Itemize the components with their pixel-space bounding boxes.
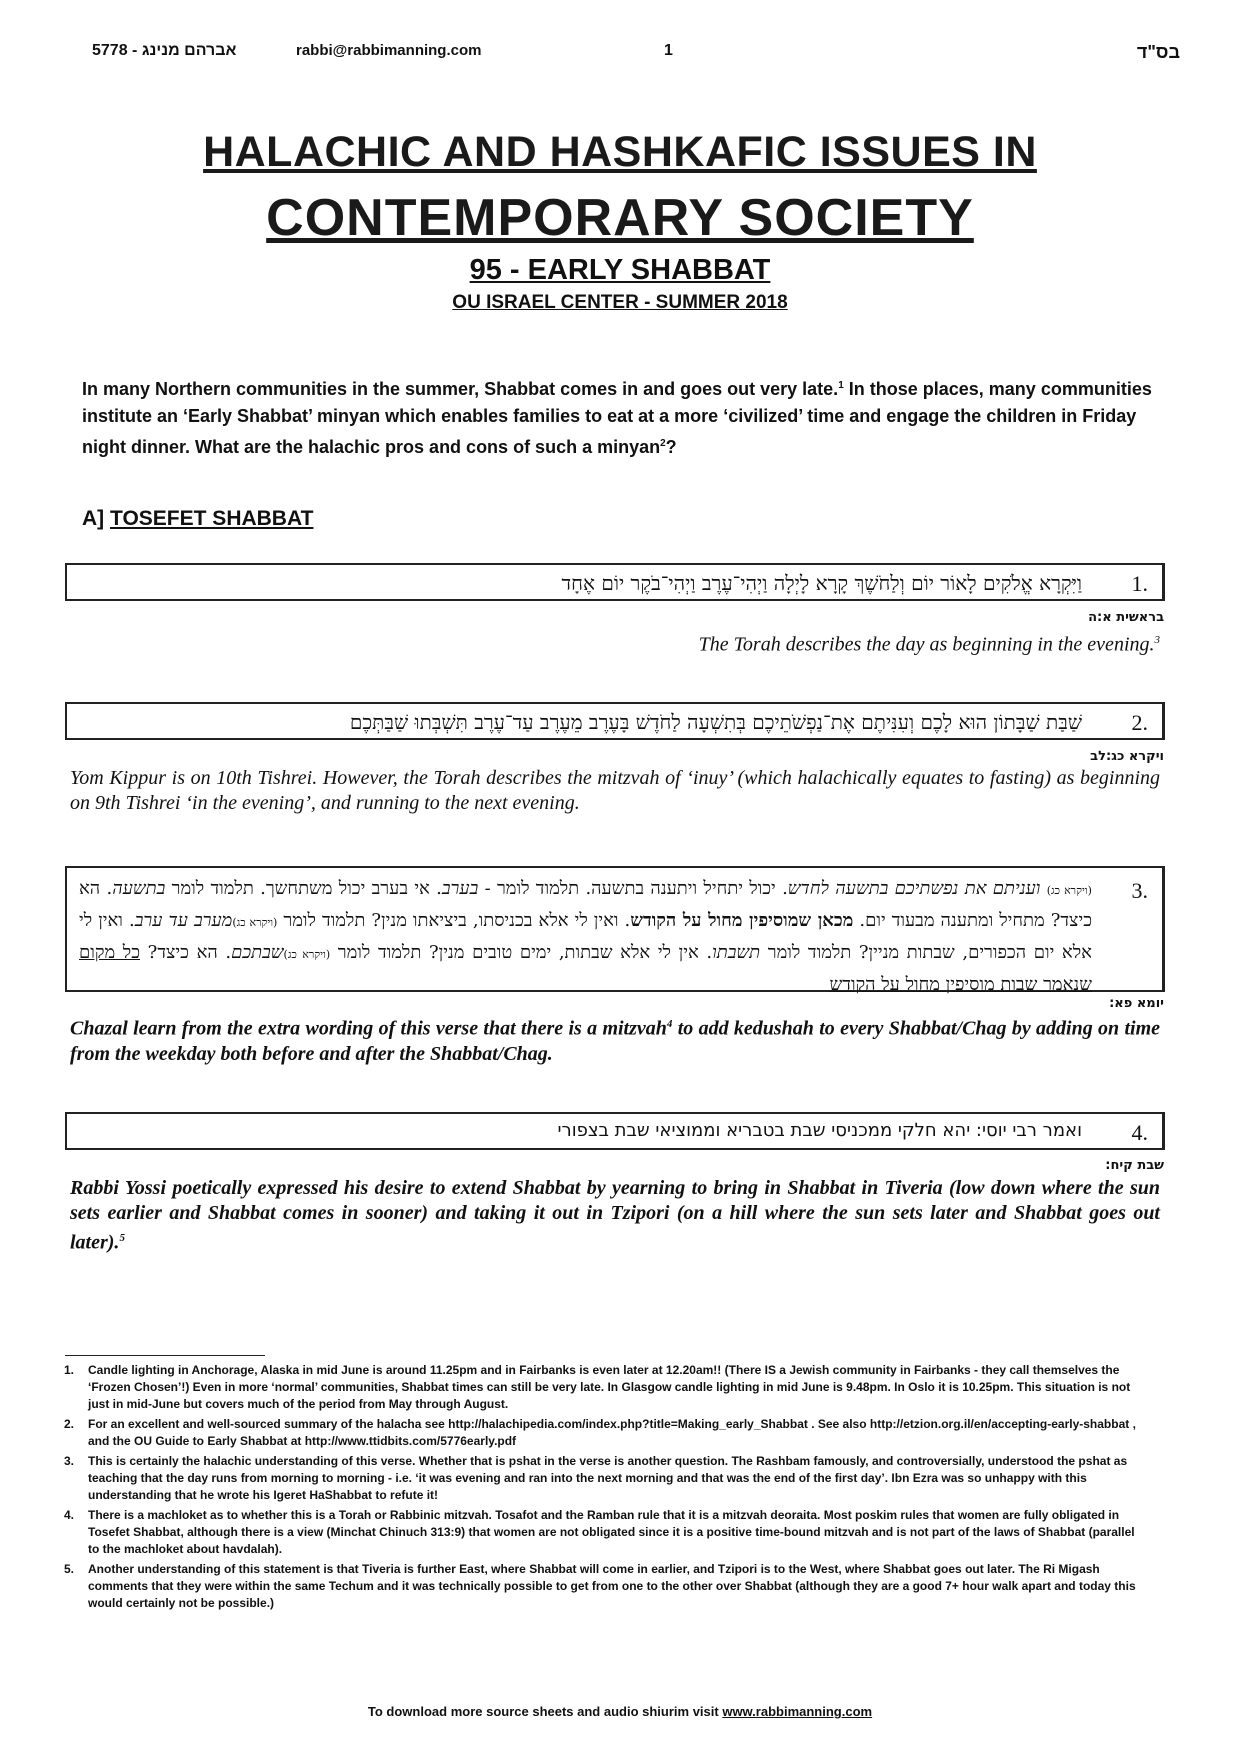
section-a-heading: [82, 507, 313, 531]
footer-website-link[interactable]: www.rabbimanning.com: [722, 1704, 873, 1719]
source-3-text-2: . אי בערב יכול משתחשך. תלמוד לומר: [165, 878, 442, 899]
footnote-3-number: 3.: [64, 1454, 75, 1468]
source-4-fn: 5: [119, 1232, 125, 1244]
footnote-2-text[interactable]: For an excellent and well-sourced summary of the halacha see http://halachipedia.com/index.php?title=Making_early_Shabbat . See also http://etzion.org.il/en/accepting-early-shabbat , and the OU Guide to Early Shabbat at http://www.ttidbits.com/5776early.pdf: [88, 1417, 1136, 1448]
source-3-ref-3: (ויקרא כג): [283, 948, 331, 961]
title-line-4: OU ISRAEL CENTER - SUMMER 2018: [452, 292, 788, 313]
intro-paragraph: [82, 372, 1172, 461]
intro-text-2: In those places, many communities institute an ‘Early Shabbat’ minyan which enables families to eat at a more ‘civilized’ time and engage the children in Friday night dinner. What are the halachic pros and cons of such a minyan: [82, 379, 1152, 457]
footnote-3: [64, 1453, 1144, 1504]
source-1-hebrew: וַיִּקְרָא אֱלֹקִים לָאוֹר יוֹם וְלַחֹשֶׁךְ קָרָא לָיְלָה וַיְהִי־עֶרֶב וַיְהִי־בֹקֶר יוֹם אֶחָד: [561, 571, 1082, 595]
source-3-quote-3: בתשעה: [112, 878, 166, 899]
source-3-quote-1: ועניתם את נפשתיכם בתשעה לחדש: [787, 878, 1041, 899]
footnote-separator: [65, 1355, 265, 1356]
intro-fn-1: 1: [838, 380, 844, 391]
footnote-4-number: 4.: [64, 1508, 75, 1522]
source-2-english: Yom Kippur is on 10th Tishrei. However, the Torah describes the mitzvah of ‘inuy’ (which halachically equates to fasting) as beginning on 9th Tishrei ‘in the evening’, and running to the next evening.: [70, 767, 1160, 814]
footnote-2-number: 2.: [64, 1417, 75, 1431]
source-4-hebrew: ואמר רבי יוסי: יהא חלקי ממכניסי שבת בטבריא וממוציאי שבת בצפורי: [557, 1120, 1082, 1141]
source-3-underlined: כל מקום שנאמר שבות מוסיפין מחול על הקודש: [79, 942, 1092, 995]
source-3-quote-6: שבתכם: [231, 942, 284, 963]
intro-text-1: In many Northern communities in the summer, Shabbat comes in and goes out very late.: [82, 379, 839, 399]
header-bsd: בס"ד: [1136, 42, 1180, 62]
source-2-box: [65, 702, 1165, 740]
source-2-citation: ויקרא כג:לב: [1090, 749, 1164, 764]
source-3-box: [65, 866, 1165, 995]
source-3-text-6: . אין לי אלא שבתות, ימים טובים מנין? תלמוד לומר: [330, 942, 713, 963]
source-3-english-text-1: Chazal learn from the extra wording of this verse that there is a mitzvah: [70, 1017, 667, 1040]
section-a-letter: A]: [82, 507, 105, 530]
header-email[interactable]: rabbi@rabbimanning.com: [296, 42, 482, 59]
source-1-english: [699, 628, 1160, 658]
intro-text-3: ?: [665, 437, 677, 457]
source-3-text-3: . הא כיצד? מתחיל ומתענה מבעוד יום.: [79, 878, 1092, 931]
source-2-number: 2.: [1131, 710, 1148, 735]
source-3-text-4: . ואין לי אלא בכניסתו, ביציאתו מנין? תלמוד לומר: [277, 910, 631, 931]
footnote-4: [64, 1507, 1144, 1558]
source-3-number: 3.: [1131, 878, 1148, 903]
footnote-5-text: Another understanding of this statement is that Tiveria is further East, where Shabbat will come in earlier, and Tzipori is to the West, where Shabbat goes out later. The Ri Migash comments that they were within the same Techum and it was technically possible to get from one to the other over Shabbat (although they are a good 7+ hour walk apart and today this would certainly not be possible.): [88, 1562, 1136, 1610]
source-4-citation: שבת קיח:: [1105, 1158, 1164, 1173]
source-3-citation: יומא פא:: [1109, 996, 1164, 1011]
title-line-1: HALACHIC AND HASHKAFIC ISSUES IN: [203, 128, 1037, 176]
source-1-citation: בראשית א:ה: [1088, 610, 1164, 625]
footnote-3-text: This is certainly the halachic understanding of this verse. Whether that is pshat in the verse is another question. The Rashbam famously, and controversially, understood the pshat as teaching that the day runs from morning to morning - i.e. ‘it was evening and ran into the next morning and that was the end of the first day’. Ibn Ezra was so unhappy with this understanding that he wrote his Igeret HaShabbat to refute it!: [88, 1454, 1128, 1502]
footer: [0, 1704, 1240, 1719]
source-1-number: 1.: [1131, 571, 1148, 596]
header-page-number: 1: [664, 42, 673, 59]
source-3-bold-1: מכאן שמוסיפין מחול על הקודש: [630, 910, 854, 931]
source-3-ref-2: (ויקרא כג): [232, 916, 278, 929]
title-line-2: CONTEMPORARY SOCIETY: [266, 189, 974, 247]
footnote-1-number: 1.: [64, 1363, 75, 1377]
source-3-quote-2: בערב: [441, 878, 479, 899]
source-2-hebrew: שַׁבַּת שַׁבָּתוֹן הוּא לָכֶם וְעִנִּיתֶם אֶת־נַפְשֹׁתֵיכֶם בְּתִשְׁעָה לַחֹדֶשׁ בָּעֶרֶב מֵעֶרֶב עַד־עֶרֶב תִּשְׁבְּתוּ שַׁבַּתְּכֶם: [349, 710, 1082, 734]
footnote-4-text: There is a machloket as to whether this is a Torah or Rabbinic mitzvah. Tosafot and the Ramban rule that it is a mitzvah deoraita. Most poskim rules that women are fully obligated in Tosefet Shabbat, although there is a view (Minchat Chinuch 313:9) that women are not obligated since it is a positive time-bound mitzvah and is not part of the laws of Shabbat (parallel to the machloket about havdalah).: [88, 1508, 1135, 1556]
footnote-1: [64, 1362, 1144, 1413]
source-3-ref-1: (ויקרא כג): [1046, 884, 1092, 897]
source-4-number: 4.: [1131, 1120, 1148, 1145]
source-4-english-text: Rabbi Yossi poetically expressed his desire to extend Shabbat by yearning to bring in Shabbat in Tiveria (low down where the sun sets earlier and Shabbat comes in sooner) and taking it out in Tzipori (on a hill where the sun sets later and Shabbat goes out later).: [70, 1177, 1160, 1254]
source-1-english-text: The Torah describes the day as beginning in the evening.: [698, 633, 1155, 656]
footnotes: [64, 1362, 1144, 1615]
source-3-english-text-2: to add kedushah to every Shabbat/Chag by adding on time from the weekday both before and after the Shabbat/Chag.: [70, 1017, 1161, 1065]
source-3-text-7: . הא כיצד?: [140, 942, 232, 963]
section-a-title: TOSEFET SHABBAT: [110, 507, 314, 530]
source-3-fn: 4: [666, 1018, 673, 1030]
footnote-5: [64, 1561, 1144, 1612]
header-author-year: 5778 - אברהם מנינג: [92, 42, 237, 59]
footnote-1-text: Candle lighting in Anchorage, Alaska in mid June is around 11.25pm and in Fairbanks is even later at 12.20am!! (There IS a Jewish community in Fairbanks - they call themselves the ‘Frozen Chosen’!) Even in more ‘normal’ communities, Shabbat times can still be very late. In Glasgow candle lighting in mid June is 9.48pm. In Oslo it is 10.25pm. This situation is not just in mid-June but covers much of the period from May through August.: [88, 1363, 1131, 1411]
source-3-english: [70, 1012, 1160, 1067]
footnote-2: [64, 1416, 1144, 1450]
source-1-box: [65, 563, 1165, 601]
source-3-quote-4: מערב עד ערב: [134, 910, 233, 931]
source-4-english: [70, 1176, 1160, 1256]
source-3-quote-5: תשבתו: [712, 942, 761, 963]
source-3-text-5: . ואין לי אלא יום הכפורים, שבתות מניין? תלמוד לומר: [79, 910, 1092, 963]
source-3-text-1: . יכול יתחיל ויתענה בתשעה. תלמוד לומר -: [478, 878, 788, 899]
title-line-3: 95 - EARLY SHABBAT: [469, 254, 771, 286]
intro-fn-2: 2: [660, 438, 666, 449]
footnote-5-number: 5.: [64, 1562, 75, 1576]
source-4-box: [65, 1112, 1165, 1150]
source-1-fn: 3: [1154, 634, 1160, 646]
footer-text: To download more source sheets and audio shiurim visit: [367, 1704, 723, 1719]
